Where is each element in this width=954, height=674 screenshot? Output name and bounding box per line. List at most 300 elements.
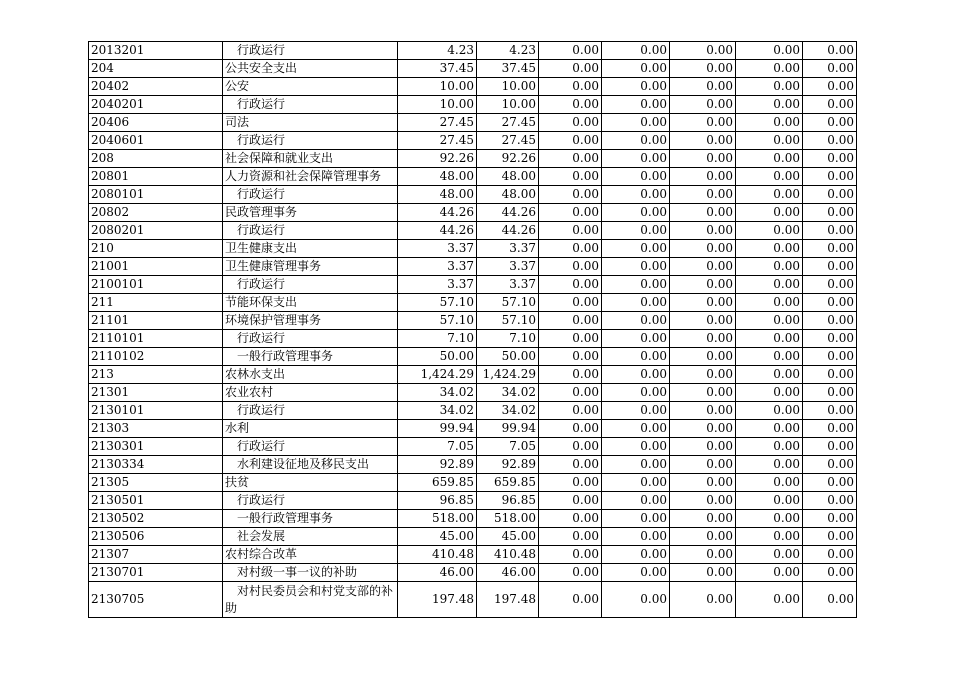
row-code: 210 [89,240,223,258]
row-value: 659.85 [398,474,477,492]
row-value: 0.00 [736,258,803,276]
row-value: 0.00 [736,186,803,204]
row-value: 0.00 [602,546,670,564]
table-row [89,240,857,258]
row-value: 0.00 [670,78,736,96]
row-value: 4.23 [477,42,539,60]
row-value: 0.00 [803,420,857,438]
row-value: 0.00 [539,384,602,402]
row-code: 204 [89,60,223,78]
row-value: 0.00 [736,474,803,492]
row-value: 0.00 [539,150,602,168]
row-value: 96.85 [398,492,477,510]
row-value: 0.00 [736,114,803,132]
row-value: 0.00 [670,42,736,60]
row-code: 21303 [89,420,223,438]
row-value: 34.02 [398,402,477,420]
table-row [89,276,857,294]
row-value: 27.45 [398,132,477,150]
table-row [89,96,857,114]
row-value: 0.00 [736,510,803,528]
table-row [89,528,857,546]
row-value: 96.85 [477,492,539,510]
row-code: 2130705 [89,582,223,618]
row-value: 7.05 [398,438,477,456]
row-name: 一般行政管理事务 [223,510,398,528]
table-row [89,60,857,78]
row-value: 34.02 [477,402,539,420]
row-name: 行政运行 [223,492,398,510]
row-value: 0.00 [602,528,670,546]
row-value: 0.00 [736,276,803,294]
row-value: 0.00 [670,528,736,546]
row-value: 0.00 [539,528,602,546]
row-value: 0.00 [602,258,670,276]
row-name: 司法 [223,114,398,132]
row-value: 0.00 [736,528,803,546]
row-value: 0.00 [670,114,736,132]
row-value: 0.00 [670,240,736,258]
table-row [89,78,857,96]
row-value: 0.00 [602,204,670,222]
row-code: 20402 [89,78,223,96]
row-value: 0.00 [736,582,803,618]
row-value: 0.00 [736,456,803,474]
row-value: 3.37 [398,240,477,258]
row-value: 659.85 [477,474,539,492]
row-value: 7.05 [477,438,539,456]
row-value: 0.00 [670,186,736,204]
row-value: 0.00 [736,384,803,402]
row-value: 0.00 [539,510,602,528]
row-value: 0.00 [803,114,857,132]
row-value: 0.00 [803,294,857,312]
row-value: 0.00 [539,276,602,294]
row-value: 0.00 [539,222,602,240]
row-value: 0.00 [736,168,803,186]
table-row [89,132,857,150]
row-value: 0.00 [539,348,602,366]
row-value: 410.48 [477,546,539,564]
row-value: 0.00 [602,456,670,474]
row-value: 0.00 [539,420,602,438]
row-value: 0.00 [803,204,857,222]
row-value: 0.00 [539,330,602,348]
row-value: 0.00 [736,564,803,582]
row-value: 197.48 [477,582,539,618]
table-row [89,492,857,510]
row-value: 46.00 [398,564,477,582]
row-value: 0.00 [736,42,803,60]
row-value: 410.48 [398,546,477,564]
row-value: 37.45 [477,60,539,78]
row-value: 0.00 [803,384,857,402]
row-value: 99.94 [477,420,539,438]
row-name: 对村级一事一议的补助 [223,564,398,582]
row-code: 21307 [89,546,223,564]
row-value: 27.45 [398,114,477,132]
table-row [89,456,857,474]
row-value: 0.00 [539,438,602,456]
row-value: 0.00 [803,312,857,330]
row-value: 0.00 [736,546,803,564]
row-value: 0.00 [670,150,736,168]
table-row [89,564,857,582]
row-value: 50.00 [477,348,539,366]
row-code: 2110101 [89,330,223,348]
row-code: 2130502 [89,510,223,528]
table-row [89,114,857,132]
row-value: 0.00 [539,402,602,420]
row-value: 27.45 [477,132,539,150]
row-value: 0.00 [803,276,857,294]
row-value: 0.00 [670,222,736,240]
row-value: 4.23 [398,42,477,60]
row-value: 0.00 [803,330,857,348]
row-value: 10.00 [398,96,477,114]
table-row [89,312,857,330]
row-code: 2013201 [89,42,223,60]
row-name: 行政运行 [223,132,398,150]
row-value: 0.00 [670,168,736,186]
row-value: 0.00 [803,132,857,150]
row-value: 0.00 [803,348,857,366]
table-row [89,348,857,366]
row-value: 0.00 [736,492,803,510]
row-code: 2110102 [89,348,223,366]
row-value: 0.00 [602,438,670,456]
row-value: 0.00 [602,384,670,402]
row-value: 0.00 [602,402,670,420]
row-value: 0.00 [602,240,670,258]
row-value: 0.00 [803,528,857,546]
row-value: 0.00 [539,114,602,132]
row-name: 卫生健康管理事务 [223,258,398,276]
row-value: 0.00 [602,114,670,132]
row-name: 社会保障和就业支出 [223,150,398,168]
row-value: 0.00 [803,564,857,582]
row-value: 0.00 [602,420,670,438]
row-value: 0.00 [539,366,602,384]
row-value: 0.00 [602,330,670,348]
row-value: 0.00 [602,42,670,60]
row-value: 37.45 [398,60,477,78]
row-code: 2130101 [89,402,223,420]
table-row [89,582,857,618]
row-value: 0.00 [803,402,857,420]
row-value: 0.00 [670,420,736,438]
row-value: 0.00 [602,276,670,294]
row-value: 92.89 [477,456,539,474]
row-value: 48.00 [477,168,539,186]
row-code: 213 [89,366,223,384]
row-value: 0.00 [803,78,857,96]
row-value: 0.00 [670,330,736,348]
row-value: 0.00 [539,186,602,204]
row-code: 2040201 [89,96,223,114]
row-value: 3.37 [398,258,477,276]
row-value: 0.00 [539,96,602,114]
row-value: 10.00 [477,96,539,114]
row-value: 0.00 [670,546,736,564]
row-code: 20406 [89,114,223,132]
row-value: 0.00 [803,456,857,474]
row-name: 社会发展 [223,528,398,546]
row-value: 0.00 [602,564,670,582]
row-code: 208 [89,150,223,168]
row-value: 0.00 [670,204,736,222]
row-value: 0.00 [803,474,857,492]
row-value: 45.00 [398,528,477,546]
row-name: 行政运行 [223,42,398,60]
row-value: 0.00 [539,42,602,60]
row-value: 0.00 [670,384,736,402]
table-row [89,150,857,168]
row-name: 公共安全支出 [223,60,398,78]
row-value: 197.48 [398,582,477,618]
row-value: 0.00 [670,276,736,294]
row-code: 21001 [89,258,223,276]
row-value: 0.00 [736,348,803,366]
row-value: 0.00 [736,366,803,384]
row-value: 0.00 [539,546,602,564]
row-value: 0.00 [670,312,736,330]
row-value: 57.10 [398,294,477,312]
row-code: 21101 [89,312,223,330]
row-value: 0.00 [602,186,670,204]
row-name: 农村综合改革 [223,546,398,564]
row-code: 21305 [89,474,223,492]
row-name: 环境保护管理事务 [223,312,398,330]
row-value: 0.00 [803,492,857,510]
row-value: 3.37 [477,258,539,276]
table-row [89,402,857,420]
row-value: 44.26 [477,204,539,222]
row-value: 0.00 [539,168,602,186]
row-value: 0.00 [670,60,736,78]
row-value: 0.00 [803,186,857,204]
row-name: 行政运行 [223,330,398,348]
row-value: 0.00 [539,492,602,510]
row-value: 0.00 [803,582,857,618]
row-value: 0.00 [670,456,736,474]
row-code: 20801 [89,168,223,186]
row-value: 0.00 [736,60,803,78]
row-value: 50.00 [398,348,477,366]
row-value: 0.00 [670,366,736,384]
row-value: 1,424.29 [477,366,539,384]
row-value: 0.00 [736,330,803,348]
row-code: 2080201 [89,222,223,240]
row-value: 0.00 [670,438,736,456]
row-code: 2080101 [89,186,223,204]
row-value: 0.00 [803,240,857,258]
row-value: 0.00 [602,150,670,168]
row-name: 民政管理事务 [223,204,398,222]
table-row [89,546,857,564]
row-value: 57.10 [477,294,539,312]
row-value: 3.37 [398,276,477,294]
row-value: 7.10 [398,330,477,348]
row-value: 0.00 [803,366,857,384]
row-value: 0.00 [670,294,736,312]
row-value: 0.00 [602,132,670,150]
row-value: 0.00 [670,564,736,582]
row-value: 518.00 [477,510,539,528]
table-row [89,438,857,456]
table-row [89,168,857,186]
table-row [89,474,857,492]
row-code: 211 [89,294,223,312]
row-name: 行政运行 [223,438,398,456]
row-code: 20802 [89,204,223,222]
table-row [89,186,857,204]
row-value: 0.00 [539,564,602,582]
row-value: 0.00 [670,510,736,528]
row-value: 0.00 [803,42,857,60]
row-value: 0.00 [670,96,736,114]
row-value: 0.00 [539,582,602,618]
table-row [89,204,857,222]
row-value: 518.00 [398,510,477,528]
row-value: 0.00 [736,312,803,330]
row-code: 2040601 [89,132,223,150]
row-value: 0.00 [602,78,670,96]
row-name: 行政运行 [223,402,398,420]
row-code: 2100101 [89,276,223,294]
row-value: 0.00 [803,96,857,114]
row-value: 0.00 [736,96,803,114]
row-value: 44.26 [398,222,477,240]
row-name: 行政运行 [223,96,398,114]
row-value: 0.00 [602,474,670,492]
row-value: 0.00 [602,312,670,330]
table-row [89,294,857,312]
row-value: 0.00 [539,258,602,276]
row-value: 0.00 [539,312,602,330]
row-value: 45.00 [477,528,539,546]
table-row [89,330,857,348]
row-value: 0.00 [803,438,857,456]
row-value: 0.00 [803,60,857,78]
row-value: 0.00 [736,204,803,222]
row-name: 行政运行 [223,222,398,240]
row-value: 0.00 [803,510,857,528]
row-value: 0.00 [736,402,803,420]
row-value: 0.00 [602,492,670,510]
row-value: 3.37 [477,240,539,258]
row-value: 48.00 [398,186,477,204]
row-code: 21301 [89,384,223,402]
row-name: 公安 [223,78,398,96]
table-row [89,510,857,528]
row-value: 10.00 [477,78,539,96]
row-value: 0.00 [602,582,670,618]
row-value: 0.00 [602,510,670,528]
row-value: 0.00 [539,204,602,222]
row-value: 0.00 [736,438,803,456]
row-name: 水利建设征地及移民支出 [223,456,398,474]
row-value: 34.02 [477,384,539,402]
row-value: 0.00 [803,168,857,186]
row-value: 0.00 [736,132,803,150]
row-name: 农业农村 [223,384,398,402]
row-name: 农林水支出 [223,366,398,384]
row-value: 1,424.29 [398,366,477,384]
row-value: 3.37 [477,276,539,294]
row-value: 0.00 [602,348,670,366]
table-row [89,384,857,402]
row-value: 46.00 [477,564,539,582]
row-value: 0.00 [539,474,602,492]
row-value: 44.26 [477,222,539,240]
row-value: 0.00 [803,258,857,276]
row-name: 行政运行 [223,186,398,204]
row-code: 2130301 [89,438,223,456]
row-code: 2130701 [89,564,223,582]
row-value: 0.00 [539,132,602,150]
row-value: 92.26 [398,150,477,168]
row-value: 0.00 [539,294,602,312]
row-value: 34.02 [398,384,477,402]
row-value: 0.00 [602,222,670,240]
row-value: 0.00 [803,150,857,168]
row-value: 0.00 [736,420,803,438]
row-name: 一般行政管理事务 [223,348,398,366]
row-value: 0.00 [736,150,803,168]
row-value: 0.00 [736,78,803,96]
table-row [89,42,857,60]
row-code: 2130506 [89,528,223,546]
row-value: 0.00 [736,222,803,240]
row-value: 44.26 [398,204,477,222]
budget-table [88,41,857,618]
row-value: 0.00 [539,78,602,96]
row-value: 0.00 [539,456,602,474]
row-value: 0.00 [602,96,670,114]
row-value: 0.00 [803,546,857,564]
table-row [89,366,857,384]
row-value: 0.00 [670,132,736,150]
row-value: 48.00 [477,186,539,204]
row-value: 0.00 [736,240,803,258]
row-value: 0.00 [602,366,670,384]
row-name: 卫生健康支出 [223,240,398,258]
row-value: 99.94 [398,420,477,438]
row-value: 0.00 [670,402,736,420]
row-value: 0.00 [670,474,736,492]
row-name: 节能环保支出 [223,294,398,312]
row-name: 扶贫 [223,474,398,492]
row-value: 0.00 [602,60,670,78]
row-value: 0.00 [803,222,857,240]
row-value: 48.00 [398,168,477,186]
row-value: 57.10 [477,312,539,330]
table-row [89,258,857,276]
row-value: 0.00 [670,492,736,510]
row-name: 对村民委员会和村党支部的补助 [223,582,398,618]
row-value: 92.89 [398,456,477,474]
row-value: 0.00 [602,168,670,186]
row-value: 0.00 [736,294,803,312]
row-code: 2130334 [89,456,223,474]
row-name: 人力资源和社会保障管理事务 [223,168,398,186]
row-value: 0.00 [670,258,736,276]
row-value: 0.00 [539,240,602,258]
row-value: 27.45 [477,114,539,132]
row-value: 57.10 [398,312,477,330]
row-code: 2130501 [89,492,223,510]
